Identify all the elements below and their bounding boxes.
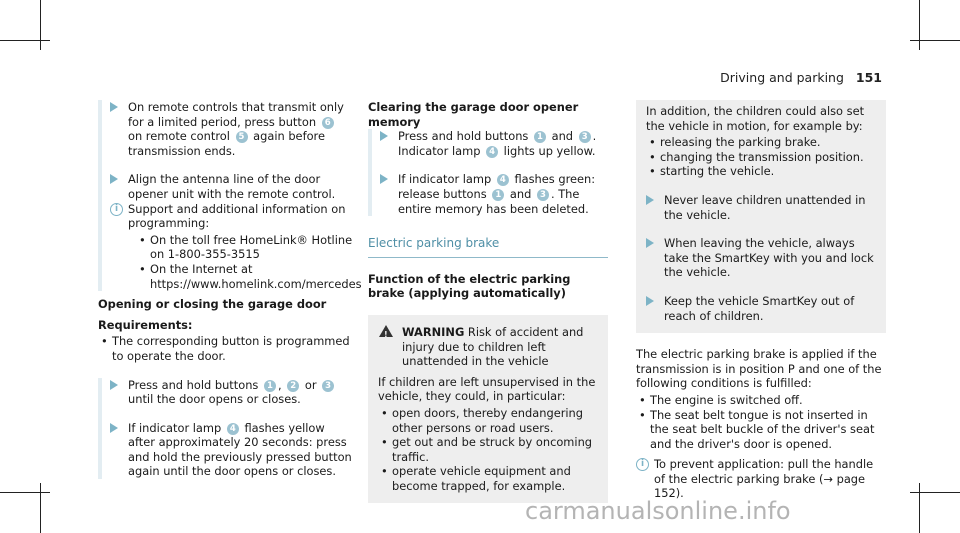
number-badge: 4 (486, 146, 498, 158)
list-item: • starting the vehicle. (646, 164, 876, 179)
warning-icon: ! (379, 325, 393, 337)
step-text: Press and hold buttons (398, 129, 532, 144)
warning-list (378, 406, 598, 494)
step-text: , (277, 377, 286, 392)
number-badge: 4 (227, 423, 239, 435)
step-text: on remote control (128, 129, 234, 144)
crop-mark (910, 492, 960, 493)
info-text: To prevent application: pull the handle of the electric parking brake (→ page 152). (654, 457, 874, 501)
info-text: Support and additional information on programming: (128, 201, 346, 231)
subheading: Function of the electric parking brake (applying automatically) (368, 271, 571, 301)
crop-mark (919, 0, 920, 50)
conditions-list (636, 393, 886, 451)
requirements-heading: Requirements: (98, 317, 193, 332)
crop-mark (40, 0, 41, 50)
number-badge: 1 (264, 380, 276, 392)
crop-mark (0, 492, 50, 493)
step-arrow-icon (646, 296, 654, 306)
step-text: . Indicator lamp (398, 129, 597, 158)
number-badge: 3 (322, 380, 334, 392)
step-text: or (301, 377, 321, 392)
number-badge: 5 (236, 131, 248, 143)
number-badge: 1 (492, 189, 504, 201)
step-text: Press and hold buttons (128, 377, 262, 392)
warning-intro: In addition, the children could also set the vehicle in motion, for example by: (646, 104, 865, 133)
column-3 (636, 100, 886, 501)
step (110, 378, 353, 407)
column-2 (368, 100, 608, 503)
section-title: Electric parking brake (368, 236, 608, 258)
list-item: • get out and be struck by oncoming traffic. (378, 435, 598, 464)
step-arrow-icon (110, 102, 118, 112)
step (646, 236, 876, 280)
number-badge: 4 (497, 174, 509, 186)
step-arrow-icon (646, 238, 654, 248)
section-heading: Clearing the garage door opener memory (368, 100, 579, 129)
step (380, 129, 608, 158)
step-text: and (506, 186, 535, 201)
section-name: Driving and parking (720, 70, 844, 85)
step-text: Never leave children unattended in the vehicle. (664, 192, 866, 222)
step-text: If indicator lamp (398, 172, 495, 187)
warning-box (368, 315, 608, 504)
watermark: carmanualsonline.info (525, 497, 791, 525)
warning-header (378, 325, 598, 369)
number-badge: 3 (579, 131, 591, 143)
step (110, 100, 353, 158)
warning-body: If children are left unsupervised in the vehicle, they could, in particular: (378, 374, 596, 404)
crop-mark (0, 40, 50, 41)
info-note (110, 201, 362, 292)
steps-block (368, 129, 608, 216)
info-list (128, 232, 362, 291)
step-arrow-icon (646, 195, 654, 205)
step-arrow-icon (380, 131, 388, 141)
list-item: • On the toll free HomeLink® Hotline on 1-800-355-3515 (128, 233, 353, 262)
steps-block (98, 378, 353, 480)
warning-box-continued (636, 100, 886, 333)
info-note (636, 457, 886, 501)
step-arrow-icon (110, 174, 118, 184)
list-item: • The corresponding button is programmed to operate the door. (98, 334, 353, 363)
number-badge: 1 (534, 131, 546, 143)
list-item: • changing the transmission position. (646, 150, 876, 165)
list-item: • The engine is switched off. (636, 393, 886, 408)
list-item: • On the Internet at https://www.homelink.com/mercedes (128, 262, 353, 291)
requirements-list (98, 334, 353, 363)
step-text: again before transmission ends. (128, 129, 325, 158)
number-badge: 3 (537, 189, 549, 201)
page-header (720, 70, 882, 85)
number-badge: 6 (322, 117, 334, 129)
step-text: If indicator lamp (128, 420, 225, 435)
list-item: • open doors, thereby endangering other persons or road users. (378, 406, 598, 435)
warning-text: Risk of accident and injury due to children left unattended in the vehicle (402, 324, 584, 369)
step-text: lights up yellow. (500, 143, 596, 158)
info-icon: i (110, 203, 123, 216)
list-item: • operate vehicle equipment and become trapped, for example. (378, 464, 598, 493)
column-1 (98, 100, 362, 479)
warning-label: WARNING (402, 324, 465, 339)
step-text: . The entire memory has been deleted. (398, 186, 589, 216)
step (110, 172, 353, 201)
info-icon: i (636, 458, 649, 471)
number-badge: 2 (287, 380, 299, 392)
step-text: flashes yellow after approximately 20 seconds: press and hold the previously pressed button again until the door opens or closes. (128, 420, 352, 479)
step-text: When leaving the vehicle, always take the SmartKey with you and lock the vehicle. (664, 236, 874, 280)
warning-list (646, 135, 876, 179)
crop-mark (910, 40, 960, 41)
step-text: until the door opens or closes. (128, 392, 301, 407)
step-arrow-icon (380, 174, 388, 184)
step (110, 421, 353, 479)
step (380, 172, 608, 216)
steps-block (98, 100, 362, 291)
step-text: and (547, 129, 577, 144)
list-item: • The seat belt tongue is not inserted in the seat belt buckle of the driver's seat and the driver's door is opened. (636, 408, 886, 452)
page-number: 151 (855, 70, 882, 85)
step (646, 294, 876, 323)
paragraph: The electric parking brake is applied if the transmission is in position P and one of the following conditions is fulfilled: (636, 347, 882, 391)
crop-mark (919, 483, 920, 533)
step-text: flashes green: release buttons (398, 172, 596, 201)
list-item: • releasing the parking brake. (646, 135, 876, 150)
step-text: Align the antenna line of the door opener unit with the remote control. (128, 172, 336, 201)
crop-mark (40, 483, 41, 533)
step-text: Keep the vehicle SmartKey out of reach of children. (664, 293, 855, 323)
section-heading: Opening or closing the garage door (98, 297, 327, 312)
step-text: On remote controls that transmit only for a limited period, press button (128, 100, 344, 129)
step-arrow-icon (110, 423, 118, 433)
step (646, 193, 876, 222)
step-arrow-icon (110, 380, 118, 390)
